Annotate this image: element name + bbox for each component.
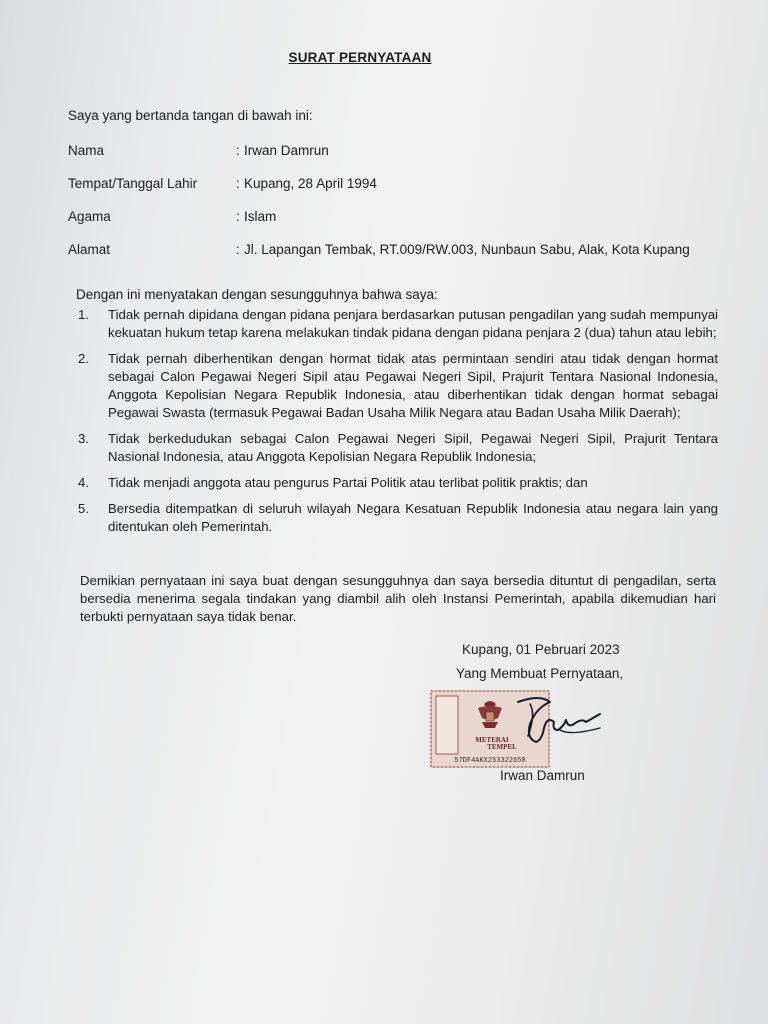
identity-row-birth xyxy=(68,176,748,191)
list-text: Tidak berkedudukan sebagai Calon Pegawai Negeri Sipil, Pegawai Negeri Sipil, Prajurit Tentara Nasional Indonesia, atau Anggota Kepolisian Negara Republik Indonesia; xyxy=(108,431,718,464)
identity-separator: : xyxy=(236,143,240,158)
intro-text: Saya yang bertanda tangan di bawah ini: xyxy=(68,108,313,123)
closing-paragraph: Demikian pernyataan ini saya buat dengan sesungguhnya dan saya bersedia dituntut di pengadilan, serta bersedia menerima segala tindakan yang diambil alih oleh Instansi Pemerintah, apabila dikemudian hari terbukti pernyataan saya tidak benar. xyxy=(80,573,716,624)
identity-value: Jl. Lapangan Tembak, RT.009/RW.003, Nunbaun Sabu, Alak, Kota Kupang xyxy=(244,242,690,257)
signer-name: Irwan Damrun xyxy=(500,768,585,783)
maker-label: Yang Membuat Pernyataan, xyxy=(456,666,624,681)
declaration-intro: Dengan ini menyatakan dengan sesungguhnya bahwa saya: xyxy=(76,287,438,302)
list-text: Tidak pernah dipidana dengan pidana penjara berdasarkan putusan pengadilan yang sudah mempunyai kekuatan hukum tetap karena melakukan tindak pidana dengan pidana penjara 2 (dua) tahun atau lebih; xyxy=(108,307,718,340)
identity-value: Irwan Damrun xyxy=(244,143,329,158)
list-number: 3. xyxy=(78,431,89,446)
stamp-label-1: METERAI xyxy=(475,736,509,744)
identity-value: Kupang, 28 April 1994 xyxy=(244,176,377,191)
identity-label: Tempat/Tanggal Lahir xyxy=(68,176,198,191)
list-number: 2. xyxy=(78,351,89,366)
stamp-label-2: TEMPEL xyxy=(487,743,517,751)
list-text: Tidak menjadi anggota atau pengurus Partai Politik atau terlibat politik praktis; dan xyxy=(108,475,588,490)
stamp-value-panel xyxy=(436,696,458,754)
list-number: 5. xyxy=(78,501,89,516)
identity-row-religion xyxy=(68,209,748,224)
list-item xyxy=(78,430,718,466)
list-number: 4. xyxy=(78,475,89,490)
list-item xyxy=(78,474,718,492)
identity-separator: : xyxy=(236,242,240,257)
identity-row-name xyxy=(68,143,748,158)
statement-list xyxy=(78,306,718,544)
identity-separator: : xyxy=(236,176,240,191)
list-text: Tidak pernah diberhentikan dengan hormat tidak atas permintaan sendiri atau tidak dengan hormat sebagai Calon Pegawai Negeri Sipil atau Pegawai Negeri Sipil, Prajurit Tentara Nasional Indonesia, Anggota Kepolisian Negara Republik Indonesia, atau diberhentikan tidak dengan hormat sebagai Pegawai Swasta (termasuk Pegawai Badan Usaha Milik Negara atau Badan Usaha Milik Daerah); xyxy=(108,351,718,420)
document-title: SURAT PERNYATAAN xyxy=(288,50,432,65)
list-item xyxy=(78,350,718,422)
identity-row-address xyxy=(68,242,748,257)
identity-value: Islam xyxy=(244,209,277,224)
list-number: 1. xyxy=(78,307,89,322)
place-date: Kupang, 01 Pebruari 2023 xyxy=(462,642,620,657)
list-text: Bersedia ditempatkan di seluruh wilayah Negara Kesatuan Republik Indonesia atau negara lain yang ditentukan oleh Pemerintah. xyxy=(108,501,718,534)
identity-label: Alamat xyxy=(68,242,111,257)
identity-label: Agama xyxy=(68,209,111,224)
stamp-serial: 57DF4AKX253322658 xyxy=(454,757,526,765)
list-item xyxy=(78,500,718,536)
signature-image xyxy=(500,690,610,760)
list-item xyxy=(78,306,718,342)
identity-separator: : xyxy=(236,209,240,224)
identity-label: Nama xyxy=(68,143,105,158)
